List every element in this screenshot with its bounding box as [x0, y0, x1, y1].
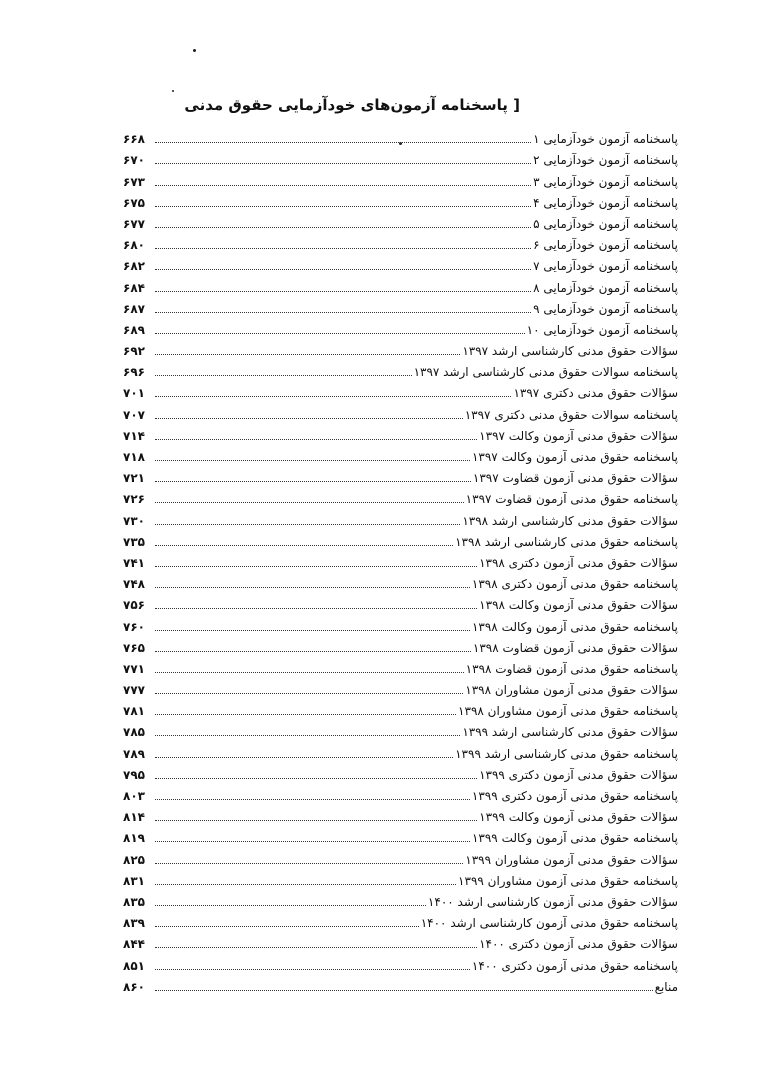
toc-entry-page: ۷۱۸	[123, 450, 145, 464]
toc-entry-page: ۷۳۰	[123, 513, 145, 528]
toc-entry	[123, 443, 678, 464]
toc-leader-dots	[155, 969, 470, 970]
toc-entry-label: پاسخنامه حقوق مدنی آزمون مشاوران ۱۳۹۹	[458, 873, 678, 888]
toc-entry-page: ۷۸۱	[123, 704, 145, 719]
toc-entry-label: پاسخنامه آزمون خودآزمایی ۹	[533, 301, 678, 316]
toc-leader-dots	[155, 778, 477, 779]
toc-entry	[123, 930, 678, 951]
toc-entry-page: ۷۹۵	[123, 767, 145, 782]
toc-entry-label: سؤالات حقوق مدنی آزمون مشاوران ۱۳۹۸	[465, 683, 678, 698]
toc-entry-page: ۶۹۶	[123, 365, 145, 380]
toc-entry-page: ۷۴۸	[123, 577, 145, 592]
toc-leader-dots	[155, 396, 511, 397]
toc-leader-dots	[155, 820, 477, 821]
toc-entry-page: ۷۸۵	[123, 725, 145, 740]
toc-entry	[123, 549, 678, 570]
toc-entry-label: پاسخنامه حقوق مدنی کارشناسی ارشد ۱۳۹۸	[455, 534, 678, 549]
toc-entry	[123, 337, 678, 358]
toc-leader-dots	[155, 587, 470, 588]
toc-entry-label: پاسخنامه حقوق مدنی کارشناسی ارشد ۱۳۹۹	[455, 746, 678, 761]
toc-entry-label: پاسخنامه حقوق مدنی آزمون دکتری ۱۳۹۹	[471, 789, 678, 803]
toc-leader-dots	[155, 841, 470, 842]
toc-entry	[123, 951, 678, 972]
toc-leader-dots	[155, 291, 531, 292]
toc-entry-label: پاسخنامه سوالات حقوق مدنی دکتری ۱۳۹۷	[464, 407, 678, 422]
toc-entry	[123, 506, 678, 527]
toc-entry-page: ۷۷۱	[123, 661, 145, 676]
toc-entry	[123, 718, 678, 739]
toc-leader-dots	[155, 884, 456, 885]
toc-leader-dots	[155, 375, 412, 376]
toc-entry-label: سؤالات حقوق مدنی کارشناسی ارشد ۱۳۹۹	[462, 725, 678, 740]
toc-leader-dots	[155, 693, 463, 694]
toc-leader-dots	[155, 439, 477, 440]
toc-entry	[123, 867, 678, 888]
toc-leader-dots	[155, 651, 471, 652]
toc-entry	[123, 189, 678, 210]
toc-entry	[123, 358, 678, 379]
toc-entry-page: ۸۲۵	[123, 852, 145, 867]
toc-leader-dots	[155, 460, 470, 461]
toc-entry	[123, 634, 678, 655]
toc-entry-label: پاسخنامه حقوق مدنی آزمون وکالت ۱۳۹۹	[471, 831, 678, 846]
toc-leader-dots	[155, 905, 426, 906]
toc-entry	[123, 252, 678, 273]
toc-leader-dots	[155, 714, 456, 715]
toc-entry	[123, 485, 678, 506]
table-of-contents	[123, 125, 678, 994]
toc-entry-label: پاسخنامه آزمون خودآزمایی ۲	[533, 153, 678, 168]
toc-entry-page: ۸۳۵	[123, 894, 145, 909]
toc-entry-page: ۶۸۲	[123, 259, 145, 274]
toc-entry	[123, 739, 678, 760]
toc-entry-page: ۶۸۹	[123, 322, 145, 337]
toc-entry-label: پاسخنامه آزمون خودآزمایی ۴	[533, 195, 678, 210]
toc-leader-dots	[155, 947, 477, 948]
toc-entry-page: ۸۳۱	[123, 873, 145, 888]
toc-leader-dots	[155, 502, 464, 503]
toc-entry-label: سؤالات حقوق مدنی آزمون دکتری ۱۳۹۸	[479, 555, 678, 570]
toc-leader-dots	[155, 312, 531, 313]
toc-entry-label: سؤالات حقوق مدنی آزمون وکالت ۱۳۹۸	[479, 598, 678, 613]
toc-leader-dots	[155, 672, 464, 673]
toc-leader-dots	[155, 269, 531, 270]
toc-entry-label: منابع	[654, 979, 678, 994]
toc-entry-page: ۷۲۱	[123, 471, 145, 486]
toc-entry	[123, 824, 678, 845]
toc-entry-label: پاسخنامه حقوق مدنی آزمون دکتری ۱۳۹۸	[471, 577, 678, 592]
toc-leader-dots	[155, 990, 653, 991]
toc-entry-page: ۷۱۴	[123, 428, 145, 443]
toc-entry	[123, 422, 678, 443]
toc-entry-label: سؤالات حقوق مدنی آزمون وکالت ۱۳۹۹	[479, 810, 678, 825]
toc-entry-label: پاسخنامه حقوق مدنی آزمون وکالت ۱۳۹۷	[471, 450, 678, 464]
toc-entry-page: ۶۷۷	[123, 216, 145, 231]
toc-leader-dots	[155, 418, 463, 419]
toc-entry	[123, 273, 678, 294]
toc-entry-page: ۶۷۰	[123, 153, 145, 168]
toc-entry-label: پاسخنامه حقوق مدنی آزمون قضاوت ۱۳۹۷	[465, 492, 678, 507]
toc-leader-dots	[155, 333, 525, 334]
toc-entry-label: پاسخنامه حقوق مدنی آزمون دکتری ۱۴۰۰	[471, 958, 678, 973]
toc-entry-label: سؤالات حقوق مدنی آزمون قضاوت ۱۳۹۸	[472, 640, 678, 655]
toc-entry	[123, 231, 678, 252]
toc-leader-dots	[155, 926, 419, 927]
toc-entry-page: ۷۰۱	[123, 386, 145, 401]
toc-entry-label: سؤالات حقوق مدنی کارشناسی ارشد ۱۳۹۸	[462, 513, 678, 528]
toc-entry-page: ۸۶۰	[123, 979, 145, 994]
toc-entry-label: سؤالات حقوق مدنی دکتری ۱۳۹۷	[513, 386, 678, 401]
toc-entry-label: سؤالات حقوق مدنی آزمون کارشناسی ارشد ۱۴۰۰	[427, 894, 678, 909]
toc-leader-dots	[155, 142, 531, 143]
toc-entry-label: پاسخنامه سوالات حقوق مدنی کارشناسی ارشد ۱۳۹۷	[413, 365, 678, 380]
toc-entry-page: ۶۷۵	[123, 195, 145, 210]
toc-entry	[123, 316, 678, 337]
toc-entry-label: پاسخنامه حقوق مدنی آزمون وکالت ۱۳۹۸	[471, 619, 678, 634]
toc-entry-label: پاسخنامه آزمون خودآزمایی ۶	[533, 238, 678, 253]
toc-entry-label: پاسخنامه آزمون خودآزمایی ۵	[533, 216, 678, 231]
toc-entry	[123, 845, 678, 866]
page-title: [ پاسخنامه آزمون‌های خودآزمایی حقوق مدنی	[184, 96, 520, 114]
toc-entry	[123, 210, 678, 231]
toc-entry-page: ۶۹۲	[123, 344, 145, 359]
toc-entry-label: پاسخنامه آزمون خودآزمایی ۸	[533, 280, 678, 295]
toc-leader-dots	[155, 566, 477, 567]
toc-leader-dots	[155, 799, 470, 800]
toc-entry-label: پاسخنامه آزمون خودآزمایی ۷	[533, 259, 678, 274]
toc-leader-dots	[155, 248, 531, 249]
toc-entry-page: ۷۶۵	[123, 640, 145, 655]
toc-entry	[123, 464, 678, 485]
toc-entry	[123, 400, 678, 421]
toc-entry	[123, 146, 678, 167]
toc-entry-label: پاسخنامه آزمون خودآزمایی ۳	[533, 174, 678, 189]
toc-entry-label: سؤالات حقوق مدنی آزمون قضاوت ۱۳۹۷	[472, 471, 678, 486]
toc-leader-dots	[155, 735, 460, 736]
toc-entry-label: سؤالات حقوق مدنی آزمون دکتری ۱۳۹۹	[479, 767, 678, 782]
toc-entry-label: پاسخنامه حقوق مدنی آزمون مشاوران ۱۳۹۸	[458, 704, 678, 719]
toc-leader-dots	[155, 185, 531, 186]
toc-entry-label: پاسخنامه حقوق مدنی آزمون کارشناسی ارشد ۱۴۰۰	[420, 916, 678, 931]
toc-entry-page: ۸۱۹	[123, 831, 145, 846]
toc-entry	[123, 528, 678, 549]
toc-entry-page: ۸۱۴	[123, 810, 145, 825]
toc-entry	[123, 973, 678, 994]
toc-entry-label: پاسخنامه آزمون خودآزمایی ۱۰	[526, 322, 678, 337]
ink-speck	[193, 49, 196, 52]
toc-entry-page: ۸۰۳	[123, 789, 145, 803]
toc-leader-dots	[155, 481, 471, 482]
toc-entry-label: پاسخنامه حقوق مدنی آزمون قضاوت ۱۳۹۸	[465, 661, 678, 676]
toc-entry-page: ۸۴۴	[123, 937, 145, 952]
toc-entry-page: ۸۳۹	[123, 916, 145, 931]
toc-leader-dots	[155, 206, 531, 207]
toc-entry-page: ۷۷۷	[123, 683, 145, 698]
toc-entry-label: سؤالات حقوق مدنی کارشناسی ارشد ۱۳۹۷	[462, 344, 678, 359]
toc-entry	[123, 676, 678, 697]
toc-entry	[123, 888, 678, 909]
toc-entry	[123, 655, 678, 676]
toc-entry	[123, 167, 678, 188]
toc-entry	[123, 591, 678, 612]
toc-leader-dots	[155, 163, 531, 164]
toc-leader-dots	[155, 757, 453, 758]
toc-entry	[123, 570, 678, 591]
toc-entry-page: ۶۶۸	[123, 132, 145, 147]
toc-entry-page: ۷۶۰	[123, 619, 145, 634]
toc-leader-dots	[155, 524, 460, 525]
toc-entry-page: ۷۵۶	[123, 598, 145, 613]
toc-entry-page: ۷۳۵	[123, 534, 145, 549]
toc-entry-page: ۶۸۷	[123, 301, 145, 316]
toc-entry-page: ۷۴۱	[123, 555, 145, 570]
toc-leader-dots	[155, 608, 477, 609]
toc-entry	[123, 612, 678, 633]
toc-entry	[123, 697, 678, 718]
toc-entry-page: ۷۰۷	[123, 407, 145, 422]
toc-leader-dots	[155, 545, 453, 546]
toc-entry-page: ۶۷۳	[123, 174, 145, 189]
toc-entry-page: ۶۸۰	[123, 238, 145, 253]
toc-leader-dots	[155, 227, 531, 228]
toc-entry	[123, 803, 678, 824]
toc-entry	[123, 782, 678, 803]
toc-entry-label: سؤالات حقوق مدنی آزمون دکتری ۱۴۰۰	[479, 937, 678, 952]
toc-entry-label: سؤالات حقوق مدنی آزمون وکالت ۱۳۹۷	[479, 428, 678, 443]
toc-entry	[123, 761, 678, 782]
toc-entry-page: ۸۵۱	[123, 958, 145, 973]
toc-entry	[123, 379, 678, 400]
toc-leader-dots	[155, 630, 470, 631]
toc-entry	[123, 295, 678, 316]
toc-leader-dots	[155, 863, 463, 864]
toc-entry	[123, 909, 678, 930]
ink-speck	[172, 90, 174, 92]
toc-entry-label: پاسخنامه آزمون خودآزمایی ۱	[533, 132, 678, 147]
toc-leader-dots	[155, 354, 460, 355]
toc-entry-page: ۶۸۴	[123, 280, 145, 295]
toc-entry-label: سؤالات حقوق مدنی آزمون مشاوران ۱۳۹۹	[465, 852, 678, 867]
toc-entry-page: ۷۸۹	[123, 746, 145, 761]
toc-entry	[123, 125, 678, 146]
toc-entry-page: ۷۲۶	[123, 492, 145, 507]
